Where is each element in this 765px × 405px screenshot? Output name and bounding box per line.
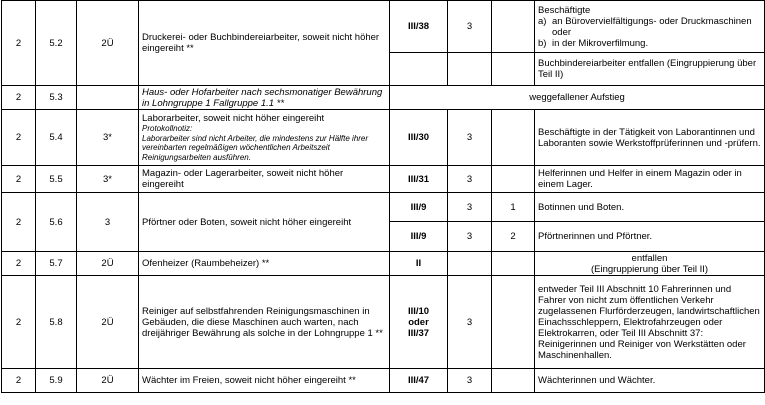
cell-sub: 1	[492, 193, 535, 222]
table-row	[2, 369, 765, 393]
cell-level: 3	[448, 110, 492, 166]
cell-sub	[492, 53, 535, 86]
cell-note	[535, 1, 765, 53]
cell-note: Wächterinnen und Wächter.	[535, 369, 765, 393]
description-text: Laborarbeiter, soweit nicht höher eingereiht	[142, 113, 325, 124]
cell-section	[390, 53, 448, 86]
cell-number: 5.4	[36, 110, 77, 166]
cell-col1: 2	[2, 166, 36, 193]
cell-description: Ofenheizer (Raumbeheizer) **	[139, 252, 390, 276]
cell-section: III/38	[390, 1, 448, 53]
cell-number: 5.5	[36, 166, 77, 193]
table-row	[2, 86, 765, 110]
cell-sub	[492, 252, 535, 276]
cell-sub	[492, 166, 535, 193]
cell-col1: 2	[2, 252, 36, 276]
cell-description: Magazin- oder Lagerarbeiter, soweit nicht höher eingereiht	[139, 166, 390, 193]
cell-level: 3	[448, 369, 492, 393]
cell-col1: 2	[2, 110, 36, 166]
cell-number: 5.6	[36, 193, 77, 252]
cell-level: 3	[448, 1, 492, 53]
cell-level	[448, 252, 492, 276]
cell-level	[448, 53, 492, 86]
cell-group: 2Ü	[77, 369, 139, 393]
note-list	[538, 16, 761, 49]
cell-description	[139, 110, 390, 166]
cell-col1: 2	[2, 276, 36, 369]
protocol-title: Protokollnotiz:	[142, 124, 193, 133]
cell-description: Druckerei- oder Buchbindereiarbeiter, soweit nicht höher eingereiht **	[139, 1, 390, 86]
cell-section: III/9	[390, 222, 448, 252]
cell-sub	[492, 1, 535, 53]
cell-level: 3	[448, 193, 492, 222]
cell-group: 3*	[77, 110, 139, 166]
cell-group	[77, 86, 139, 110]
cell-sub	[492, 110, 535, 166]
cell-note: entweder Teil III Abschnitt 10 Fahrerinnen und Fahrer von nicht zum öffentlichen Verkehr zugelassenen Flurförderzeugen, landwirtschaftlichen Einachsschleppern, Elektrofahrzeugen oder Elektrokarren, oder Teil III Abschnitt 37: Reinigerinnen und Reiniger von Werkstätten oder Maschinenhallen.	[535, 276, 765, 369]
cell-level: 3	[448, 222, 492, 252]
cell-number: 5.2	[36, 1, 77, 86]
cell-section: II	[390, 252, 448, 276]
cell-number: 5.9	[36, 369, 77, 393]
cell-level: 3	[448, 166, 492, 193]
table-row	[2, 276, 765, 369]
cell-col1: 2	[2, 369, 36, 393]
cell-number: 5.7	[36, 252, 77, 276]
table-row	[2, 166, 765, 193]
cell-note: Beschäftigte in der Tätigkeit von Laborantinnen und Laboranten sowie Werkstoffprüferinnen und -prüfern.	[535, 110, 765, 166]
cell-group: 3	[77, 193, 139, 252]
cell-section: III/31	[390, 166, 448, 193]
cell-description: Haus- oder Hofarbeiter nach sechsmonatiger Bewährung in Lohngruppe 1 Fallgruppe 1.1 **	[139, 86, 390, 110]
cell-group: 2Ü	[77, 1, 139, 86]
cell-col1: 2	[2, 86, 36, 110]
cell-note: Pförtnerinnen und Pförtner.	[535, 222, 765, 252]
cell-number: 5.8	[36, 276, 77, 369]
cell-group: 3*	[77, 166, 139, 193]
cell-note: Buchbindereiarbeiter entfallen (Eingruppierung über Teil II)	[535, 53, 765, 86]
cell-section: III/9	[390, 193, 448, 222]
list-item: b) in der Mikroverfilmung.	[538, 37, 649, 49]
cell-number: 5.3	[36, 86, 77, 110]
cell-description: Pförtner oder Boten, soweit nicht höher eingereiht	[139, 193, 390, 252]
table-row	[2, 1, 765, 53]
cell-note: Helferinnen und Helfer in einem Magazin oder in einem Lager.	[535, 166, 765, 193]
note-line: (Eingruppierung über Teil II)	[590, 263, 709, 275]
cell-section: III/47	[390, 369, 448, 393]
table-row	[2, 110, 765, 166]
cell-note: weggefallener Aufstieg	[390, 86, 765, 110]
cell-group: 2Ü	[77, 252, 139, 276]
cell-sub: 2	[492, 222, 535, 252]
note-line: entfallen	[631, 252, 668, 264]
note-title: Beschäftigte	[538, 4, 591, 16]
classification-table	[1, 0, 765, 393]
cell-description: Reiniger auf selbstfahrenden Reinigungsmaschinen in Gebäuden, die diese Maschinen auch warten, nach dreijähriger Bewährung als solche in der Lohngruppe 1 **	[139, 276, 390, 369]
cell-section: III/30	[390, 110, 448, 166]
cell-section: III/10 oder III/37	[390, 276, 448, 369]
cell-col1: 2	[2, 193, 36, 252]
cell-col1: 2	[2, 1, 36, 86]
cell-group: 2Ü	[77, 276, 139, 369]
cell-description: Wächter im Freien, soweit nicht höher eingereiht **	[139, 369, 390, 393]
cell-level: 3	[448, 276, 492, 369]
table-row	[2, 193, 765, 222]
list-item: a) an Bürovervielfältigungs- oder Druckmaschinen oder	[538, 15, 752, 38]
cell-sub	[492, 369, 535, 393]
cell-note: Botinnen und Boten.	[535, 193, 765, 222]
cell-sub	[492, 276, 535, 369]
cell-note	[535, 252, 765, 276]
table-row	[2, 252, 765, 276]
protocol-text: Laborarbeiter sind nicht Arbeiter, die mindestens zur Hälfte ihrer vereinbarten regelmäßigen wöchentlichen Arbeitszeit Reinigungsarbeiten ausführen.	[142, 133, 369, 162]
